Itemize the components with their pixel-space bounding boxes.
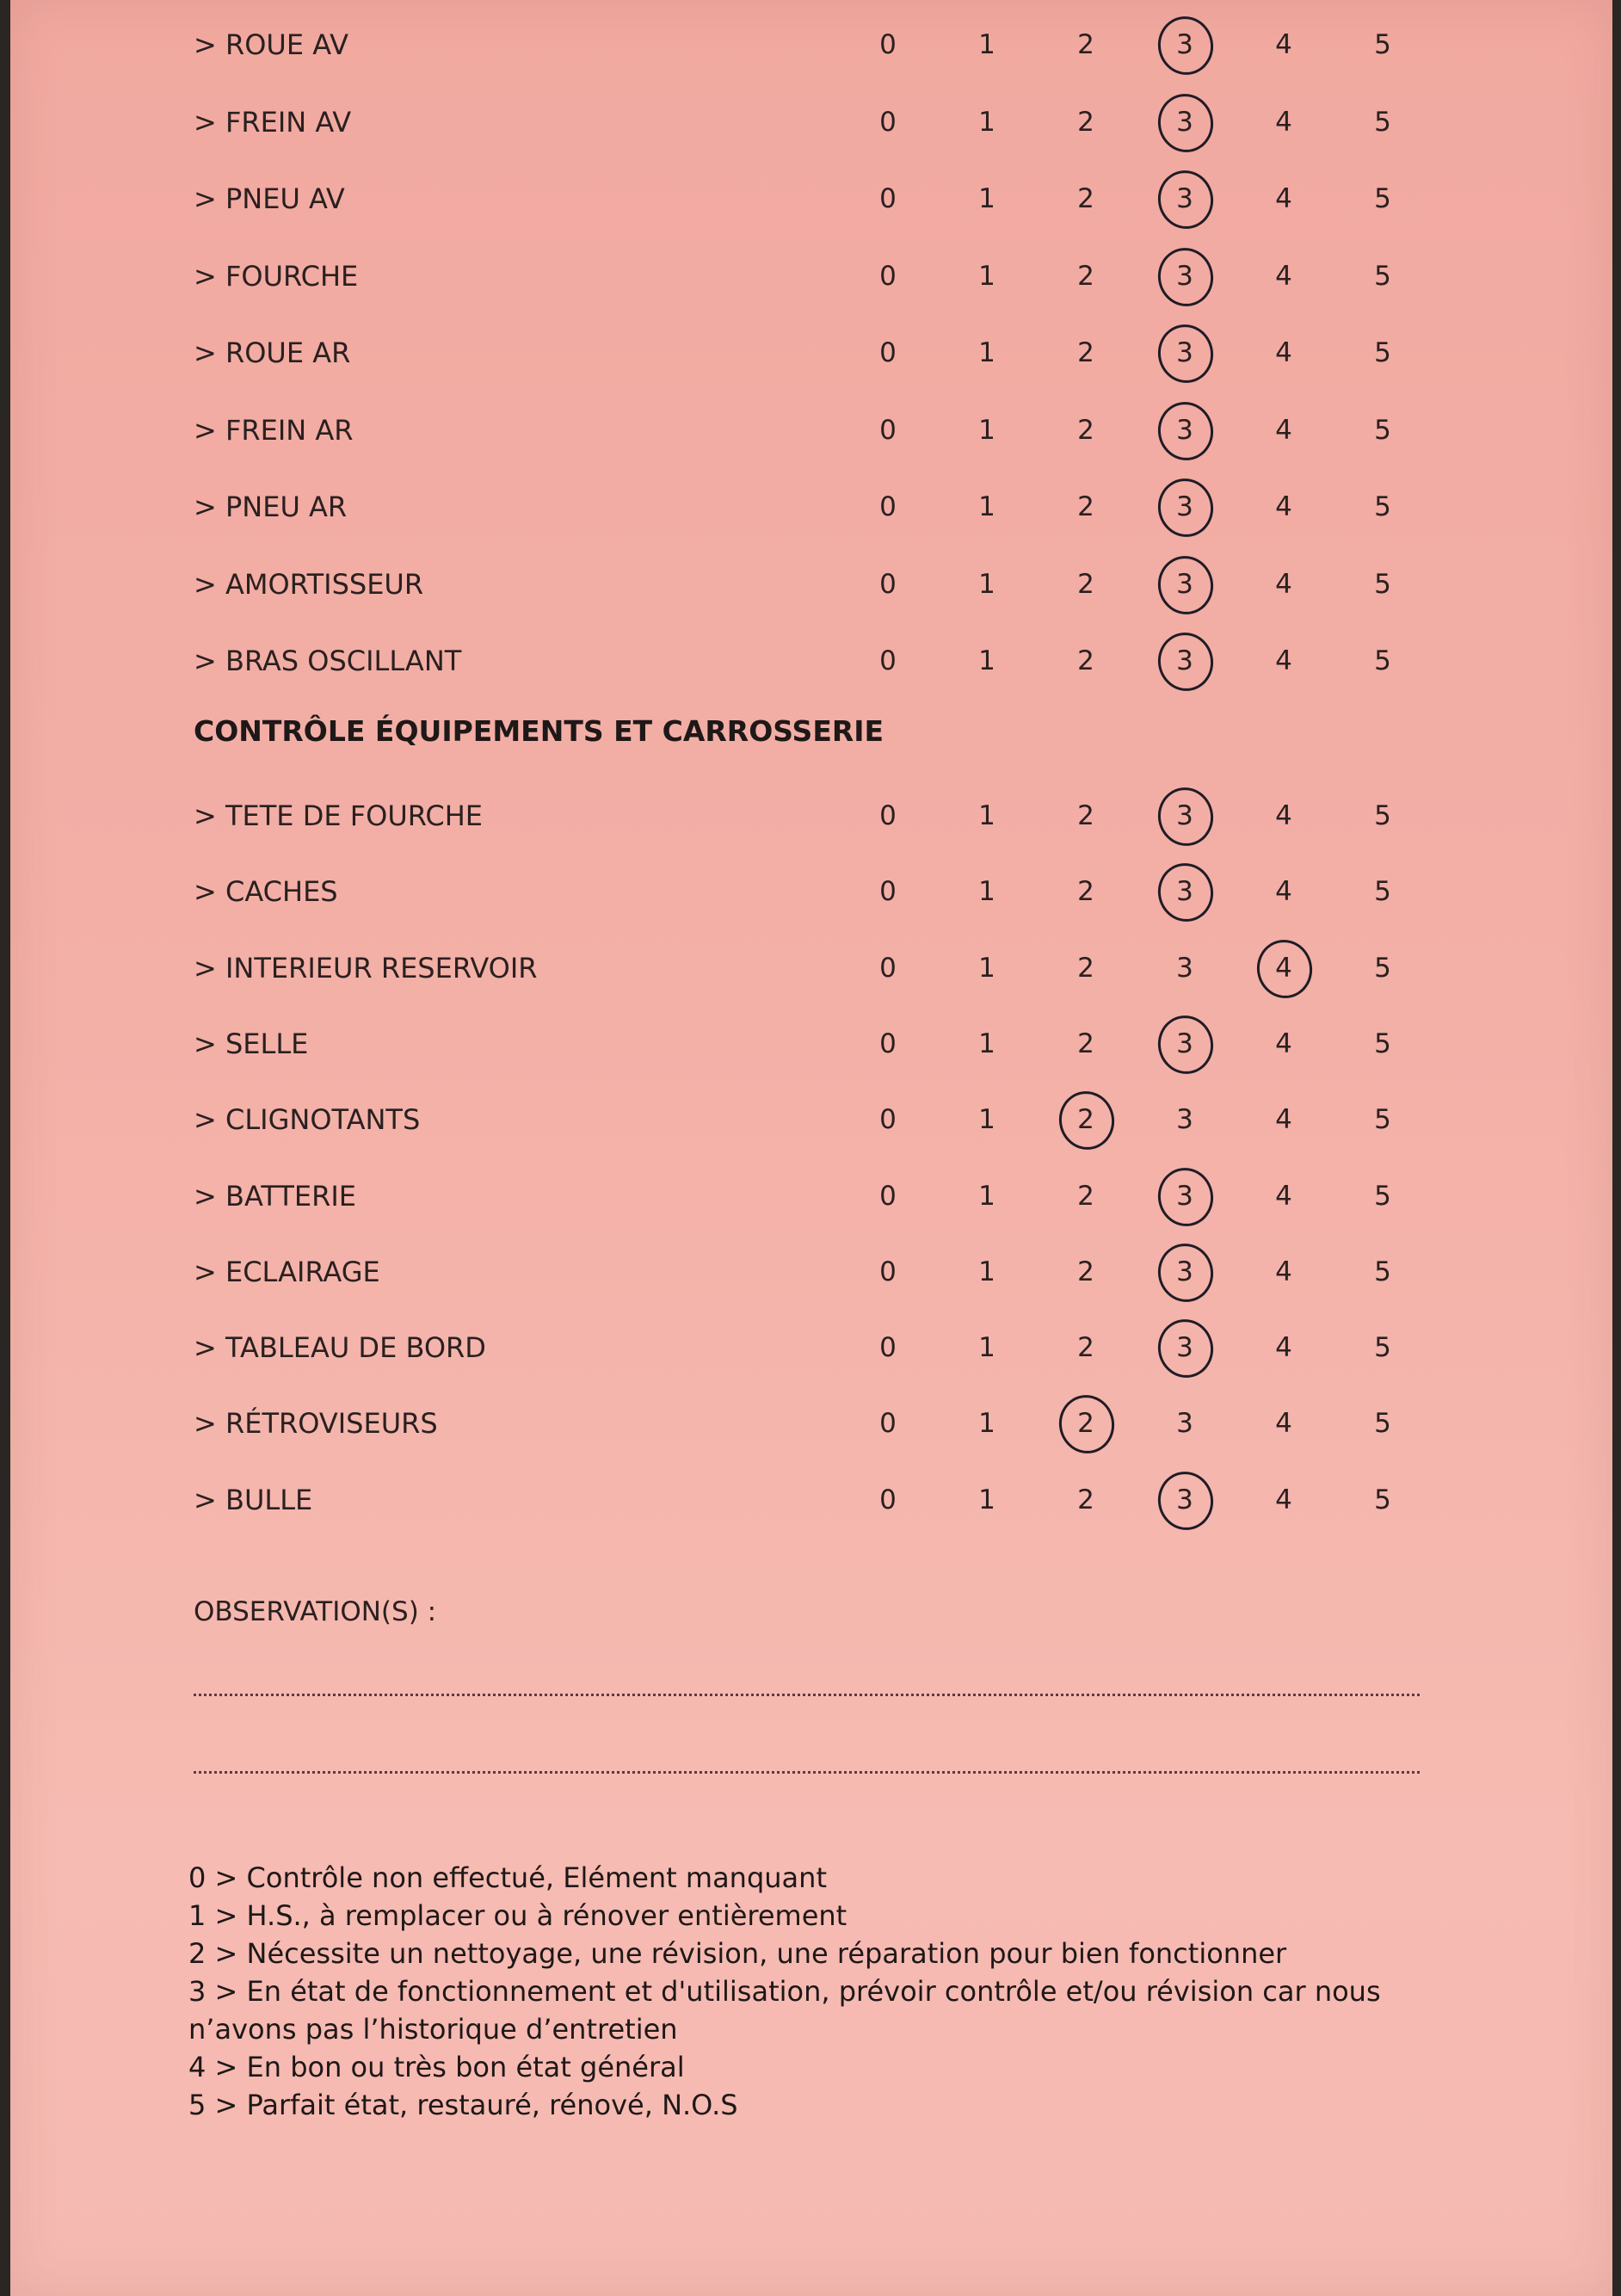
score-option: 1 bbox=[978, 1180, 995, 1212]
score-option: 5 bbox=[1374, 645, 1391, 676]
score-option: 4 bbox=[1275, 800, 1292, 831]
check-row bbox=[10, 1237, 1612, 1306]
observation-line-2 bbox=[194, 1771, 1420, 1774]
score-option: 2 bbox=[1077, 29, 1094, 60]
check-item-label: > ECLAIRAGE bbox=[194, 1255, 380, 1288]
score-option: 4 bbox=[1275, 183, 1292, 214]
check-item-label: > AMORTISSEUR bbox=[194, 567, 424, 601]
score-option: 4 bbox=[1275, 1408, 1292, 1440]
check-row bbox=[10, 242, 1612, 311]
score-option: 5 bbox=[1374, 260, 1391, 292]
score-option: 1 bbox=[978, 1256, 995, 1287]
score-option: 4 bbox=[1275, 1028, 1292, 1059]
score-option: 2 bbox=[1077, 1256, 1094, 1287]
score-option: 1 bbox=[978, 1104, 995, 1136]
score-option: 5 bbox=[1374, 337, 1391, 368]
score-option: 2 bbox=[1077, 491, 1094, 522]
score-option: 0 bbox=[879, 1484, 897, 1515]
check-item-label: > CLIGNOTANTS bbox=[194, 1103, 421, 1137]
check-item-label: > SELLE bbox=[194, 1027, 309, 1060]
score-option: 2 bbox=[1077, 568, 1094, 600]
score-option-circled: 4 bbox=[1262, 934, 1305, 1003]
score-option: 4 bbox=[1275, 568, 1292, 600]
check-item-label: > BRAS OSCILLANT bbox=[194, 645, 462, 677]
score-option: 1 bbox=[978, 1484, 995, 1515]
legend-item-1: 1 > H.S., à remplacer ou à rénover entièrement bbox=[188, 1899, 847, 1932]
score-option: 5 bbox=[1374, 1256, 1391, 1287]
score-option: 0 bbox=[879, 29, 897, 60]
score-option: 4 bbox=[1275, 491, 1292, 522]
check-row bbox=[10, 1313, 1612, 1382]
score-option: 4 bbox=[1275, 1104, 1292, 1136]
check-row bbox=[10, 1085, 1612, 1154]
score-option: 4 bbox=[1275, 1484, 1292, 1515]
score-option: 0 bbox=[879, 337, 897, 368]
score-option: 5 bbox=[1374, 876, 1391, 908]
score-option: 0 bbox=[879, 876, 897, 908]
check-item-label: > BATTERIE bbox=[194, 1179, 356, 1213]
check-item-label: > FREIN AR bbox=[194, 413, 354, 447]
score-option: 1 bbox=[978, 952, 995, 984]
score-option-circled: 3 bbox=[1163, 1237, 1206, 1306]
score-option: 0 bbox=[879, 260, 897, 292]
check-item-label: > INTERIEUR RESERVOIR bbox=[194, 951, 538, 984]
score-option: 0 bbox=[879, 568, 897, 600]
score-option: 5 bbox=[1374, 1332, 1391, 1364]
score-option: 1 bbox=[978, 106, 995, 138]
score-option: 3 bbox=[1176, 1408, 1193, 1440]
check-row bbox=[10, 10, 1612, 79]
score-option: 5 bbox=[1374, 414, 1391, 446]
check-item-label: > TETE DE FOURCHE bbox=[194, 799, 483, 832]
score-option-circled: 3 bbox=[1163, 857, 1206, 926]
score-option: 1 bbox=[978, 337, 995, 368]
score-option-circled: 3 bbox=[1163, 164, 1206, 233]
check-row bbox=[10, 396, 1612, 465]
score-option-circled: 3 bbox=[1163, 781, 1206, 850]
score-option: 4 bbox=[1275, 260, 1292, 292]
check-item-label: > TABLEAU DE BORD bbox=[194, 1331, 486, 1365]
check-item-label: > PNEU AV bbox=[194, 182, 345, 215]
score-option-circled: 3 bbox=[1163, 1009, 1206, 1078]
score-option: 1 bbox=[978, 414, 995, 446]
observations-label: OBSERVATION(S) : bbox=[194, 1596, 437, 1627]
score-option: 0 bbox=[879, 414, 897, 446]
check-row bbox=[10, 164, 1612, 233]
observation-line-1 bbox=[194, 1694, 1420, 1696]
score-option: 0 bbox=[879, 800, 897, 831]
legend-item-2: 2 > Nécessite un nettoyage, une révision, une réparation pour bien fonctionner bbox=[188, 1937, 1287, 1970]
score-option: 5 bbox=[1374, 1028, 1391, 1059]
score-option: 0 bbox=[879, 1180, 897, 1212]
score-option: 0 bbox=[879, 952, 897, 984]
score-option: 2 bbox=[1077, 106, 1094, 138]
score-option-circled: 3 bbox=[1163, 1162, 1206, 1231]
check-row bbox=[10, 1466, 1612, 1534]
score-option: 3 bbox=[1176, 952, 1193, 984]
score-option: 2 bbox=[1077, 414, 1094, 446]
check-row bbox=[10, 1009, 1612, 1078]
check-item-label: > RÉTROVISEURS bbox=[194, 1407, 438, 1441]
score-option: 5 bbox=[1374, 1484, 1391, 1515]
score-option: 5 bbox=[1374, 183, 1391, 214]
score-option: 5 bbox=[1374, 1408, 1391, 1440]
check-row bbox=[10, 934, 1612, 1003]
score-option: 2 bbox=[1077, 1484, 1094, 1515]
inspection-sheet bbox=[10, 0, 1612, 2296]
score-option: 4 bbox=[1275, 1180, 1292, 1212]
score-option: 5 bbox=[1374, 29, 1391, 60]
score-option: 4 bbox=[1275, 1332, 1292, 1364]
score-option-circled: 3 bbox=[1163, 88, 1206, 157]
score-option: 4 bbox=[1275, 645, 1292, 676]
score-option: 0 bbox=[879, 1104, 897, 1136]
check-item-label: > CACHES bbox=[194, 875, 338, 909]
score-option: 1 bbox=[978, 568, 995, 600]
score-option: 2 bbox=[1077, 952, 1094, 984]
score-option-circled: 3 bbox=[1163, 318, 1206, 387]
check-row bbox=[10, 857, 1612, 926]
score-option: 5 bbox=[1374, 491, 1391, 522]
score-option-circled: 3 bbox=[1163, 1313, 1206, 1382]
score-option-circled: 3 bbox=[1163, 1466, 1206, 1534]
score-option: 4 bbox=[1275, 337, 1292, 368]
score-option-circled: 3 bbox=[1163, 242, 1206, 311]
check-row bbox=[10, 1389, 1612, 1458]
check-row bbox=[10, 472, 1612, 541]
check-item-label: > BULLE bbox=[194, 1483, 313, 1516]
legend-item-5: 5 > Parfait état, restauré, rénové, N.O.S bbox=[188, 2089, 738, 2121]
score-option: 2 bbox=[1077, 1180, 1094, 1212]
score-option: 5 bbox=[1374, 1104, 1391, 1136]
score-option-circled: 3 bbox=[1163, 472, 1206, 541]
score-option: 5 bbox=[1374, 1180, 1391, 1212]
check-row bbox=[10, 626, 1612, 695]
score-option: 4 bbox=[1275, 29, 1292, 60]
score-option: 0 bbox=[879, 1028, 897, 1059]
score-option: 1 bbox=[978, 1028, 995, 1059]
check-item-label: > ROUE AV bbox=[194, 28, 348, 61]
score-option-circled: 2 bbox=[1064, 1085, 1107, 1154]
score-option: 2 bbox=[1077, 1332, 1094, 1364]
check-item-label: > FREIN AV bbox=[194, 105, 352, 139]
score-option: 0 bbox=[879, 1408, 897, 1440]
score-option: 2 bbox=[1077, 337, 1094, 368]
score-option: 4 bbox=[1275, 876, 1292, 908]
score-option: 0 bbox=[879, 1332, 897, 1364]
check-item-label: > FOURCHE bbox=[194, 259, 359, 293]
score-option: 1 bbox=[978, 491, 995, 522]
score-option: 0 bbox=[879, 491, 897, 522]
check-row bbox=[10, 88, 1612, 157]
score-option: 0 bbox=[879, 1256, 897, 1287]
score-option: 5 bbox=[1374, 106, 1391, 138]
check-row bbox=[10, 318, 1612, 387]
score-option-circled: 3 bbox=[1163, 10, 1206, 79]
check-row bbox=[10, 1162, 1612, 1231]
score-option: 1 bbox=[978, 1408, 995, 1440]
score-option: 0 bbox=[879, 183, 897, 214]
score-option: 2 bbox=[1077, 876, 1094, 908]
score-option: 1 bbox=[978, 260, 995, 292]
score-option: 2 bbox=[1077, 645, 1094, 676]
check-row bbox=[10, 550, 1612, 619]
score-option: 1 bbox=[978, 876, 995, 908]
score-option-circled: 2 bbox=[1064, 1389, 1107, 1458]
legend-item-3: 3 > En état de fonctionnement et d'utilisation, prévoir contrôle et/ou révision car nous n’avons pas l’historique d’entretien bbox=[188, 1975, 1381, 2046]
score-option: 2 bbox=[1077, 800, 1094, 831]
rating-legend bbox=[188, 1859, 1427, 2124]
score-option-circled: 3 bbox=[1163, 396, 1206, 465]
score-option: 4 bbox=[1275, 414, 1292, 446]
score-option: 3 bbox=[1176, 1104, 1193, 1136]
check-item-label: > PNEU AR bbox=[194, 491, 348, 523]
score-option: 1 bbox=[978, 645, 995, 676]
score-option: 1 bbox=[978, 1332, 995, 1364]
score-option: 4 bbox=[1275, 1256, 1292, 1287]
legend-item-0: 0 > Contrôle non effectué, Elément manquant bbox=[188, 1861, 827, 1894]
score-option-circled: 3 bbox=[1163, 550, 1206, 619]
check-row bbox=[10, 781, 1612, 850]
score-option: 5 bbox=[1374, 952, 1391, 984]
check-item-label: > ROUE AR bbox=[194, 336, 351, 369]
score-option: 2 bbox=[1077, 183, 1094, 214]
score-option: 1 bbox=[978, 183, 995, 214]
score-option: 0 bbox=[879, 645, 897, 676]
score-option: 2 bbox=[1077, 260, 1094, 292]
score-option: 4 bbox=[1275, 106, 1292, 138]
score-option-circled: 3 bbox=[1163, 626, 1206, 695]
score-option: 5 bbox=[1374, 800, 1391, 831]
score-option: 2 bbox=[1077, 1028, 1094, 1059]
score-option: 5 bbox=[1374, 568, 1391, 600]
score-option: 1 bbox=[978, 29, 995, 60]
score-option: 0 bbox=[879, 106, 897, 138]
section-heading-equipment-bodywork: CONTRÔLE ÉQUIPEMENTS ET CARROSSERIE bbox=[194, 714, 884, 748]
score-option: 1 bbox=[978, 800, 995, 831]
legend-item-4: 4 > En bon ou très bon état général bbox=[188, 2051, 685, 2083]
